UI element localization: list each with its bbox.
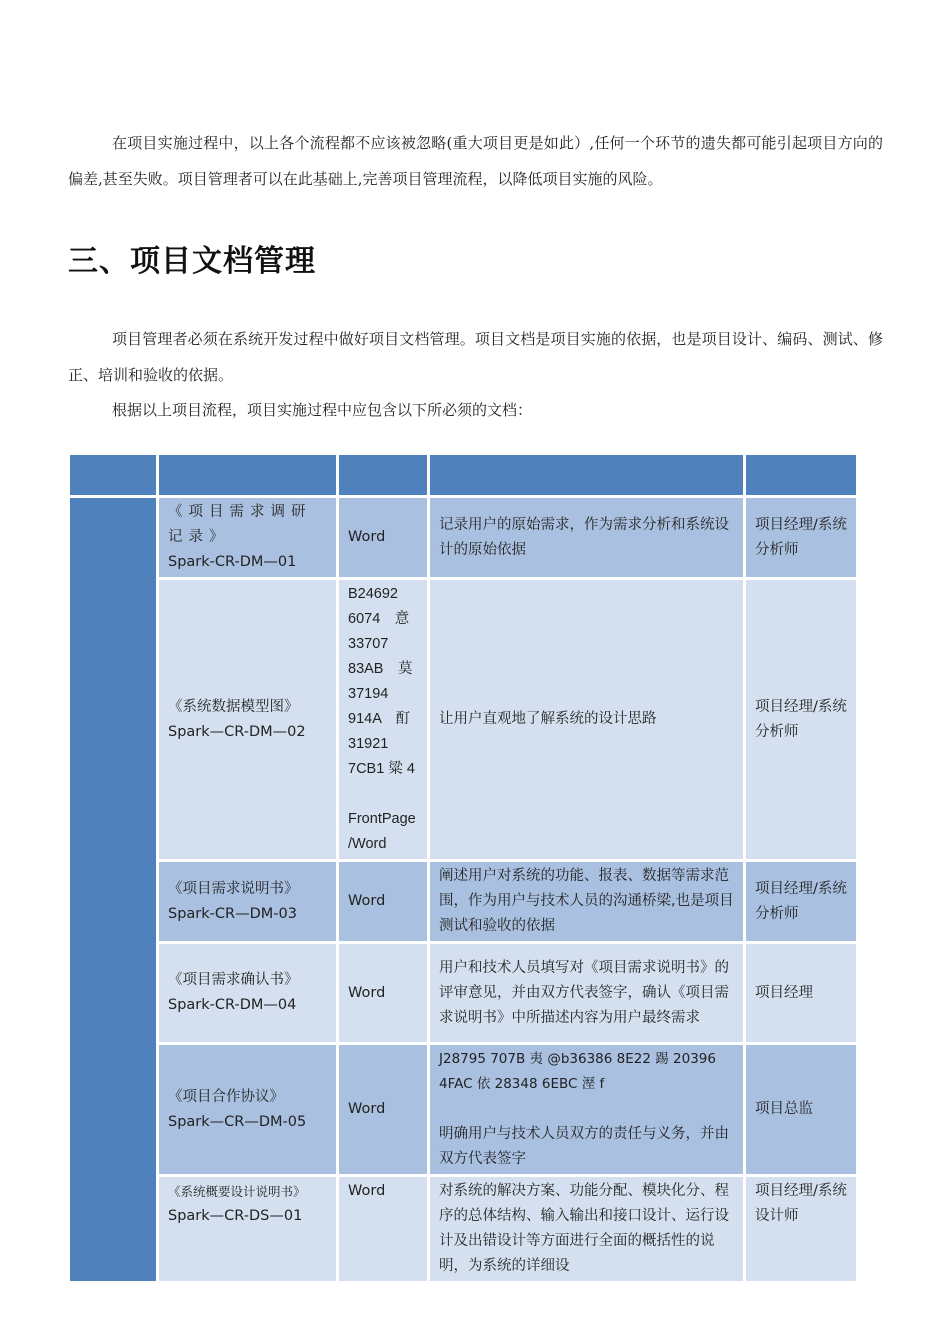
- doc-name: 《项目需求说明书》: [168, 880, 299, 897]
- doc-code: Spark—CR-DM—02: [168, 723, 306, 740]
- owner-cell: [746, 1177, 856, 1281]
- description-line: 对系统的解决方案、功能分配、模块化分、程序的总体结构、输入输出和接口设计、运行设计及出错设计等方面进行全面的概括性的说明，为系统的详细设: [439, 1183, 729, 1274]
- table-row: [70, 1045, 856, 1174]
- format-line: B24692: [348, 586, 398, 602]
- format-line: 914A 酊: [348, 711, 411, 727]
- format-line: FrontPage: [348, 811, 416, 827]
- format-cell: [339, 862, 427, 941]
- format-line: 31921: [348, 736, 389, 752]
- format-line: 83AB 莫: [348, 661, 413, 677]
- format-line: Word: [348, 1183, 386, 1199]
- header-cell: [746, 455, 856, 495]
- header-cell: [159, 455, 336, 495]
- doc-name: 《系统概要设计说明书》: [168, 1184, 306, 1199]
- format-cell: [339, 1045, 427, 1174]
- description-line: 阐述用户对系统的功能、报表、数据等需求范围，作为用户与技术人员的沟通桥梁,也是项目测试和验收的依据: [439, 868, 734, 934]
- section-heading: 三、项目文档管理: [68, 244, 316, 279]
- doc-name: 《项目需求确认书》: [168, 972, 299, 988]
- header-cell: [430, 455, 743, 495]
- format-line: Word: [348, 529, 386, 545]
- owner-cell: [746, 1045, 856, 1174]
- description-line: J28795 707B 夷 @b36386 8E22 踢 20396 4FAC 依 28348 6EBC 溼 f: [439, 1051, 716, 1092]
- table-row: [70, 580, 856, 859]
- format-line: [348, 782, 418, 807]
- doc-code: Spark—CR-DS—01: [168, 1208, 303, 1224]
- description-cell: [430, 862, 743, 941]
- owner: 项目经理/系统分析师: [755, 880, 847, 922]
- doc-code: Spark-CR-DM—04: [168, 997, 297, 1013]
- table-row: [70, 498, 856, 577]
- format-cell: [339, 580, 427, 859]
- format-line: /Word: [348, 836, 387, 852]
- doc-name-cell: [159, 1177, 336, 1281]
- owner-cell: [746, 862, 856, 941]
- description-cell: [430, 1177, 743, 1281]
- section-paragraph-2: 根据以上项目流程，项目实施过程中应包含以下所必须的文档：: [112, 401, 533, 419]
- header-cell: [339, 455, 427, 495]
- owner: 项目经理/系统分析师: [755, 516, 847, 558]
- doc-name: 《系统数据模型图》: [168, 698, 299, 715]
- description-line: 用户和技术人员填写对《项目需求说明书》的评审意见，并由双方代表签字，确认《项目需求说明书》中所描述内容为用户最终需求: [439, 959, 729, 1026]
- owner: 项目经理/系统设计师: [755, 1183, 847, 1224]
- owner-cell: [746, 580, 856, 859]
- owner-cell: [746, 944, 856, 1042]
- doc-code: Spark-CR-DM—01: [168, 554, 297, 570]
- phase-cell: [70, 498, 156, 1281]
- doc-code: Spark-CR—DM-03: [168, 905, 297, 922]
- description-line: 让用户直观地了解系统的设计思路: [439, 711, 657, 727]
- format-line: 6074 意: [348, 611, 410, 627]
- table-row: [70, 1177, 856, 1281]
- owner: 项目总监: [755, 1101, 813, 1117]
- doc-name: 《项目合作协议》: [168, 1088, 284, 1105]
- table-row: [70, 862, 856, 941]
- description-line: 明确用户与技术人员双方的责任与义务，并由双方代表签字: [439, 1126, 729, 1167]
- description-cell: [430, 1045, 743, 1174]
- description-line: 记录用户的原始需求，作为需求分析和系统设计的原始依据: [439, 516, 729, 558]
- description-cell: [430, 498, 743, 577]
- owner: 项目经理/系统分析师: [755, 698, 847, 740]
- description-line: [439, 1097, 734, 1122]
- intro-paragraph: 在项目实施过程中，以上各个流程都不应该被忽略(重大项目更是如此）,任何一个环节的遗失都可能引起项目方向的偏差,甚至失败。项目管理者可以在此基础上,完善项目管理流程，以降低项目实施的风险。: [68, 134, 883, 188]
- owner: 项目经理: [755, 984, 813, 1001]
- format-line: Word: [348, 984, 386, 1001]
- doc-name-cell: [159, 1045, 336, 1174]
- table-header-row: [70, 455, 856, 495]
- description-cell: [430, 580, 743, 859]
- owner-cell: [746, 498, 856, 577]
- description-cell: [430, 944, 743, 1042]
- doc-code: Spark—CR—DM-05: [168, 1113, 307, 1130]
- format-cell: [339, 498, 427, 577]
- table-row: [70, 944, 856, 1042]
- format-cell: [339, 944, 427, 1042]
- doc-name-cell: [159, 580, 336, 859]
- format-line: 7CB1 粱 4: [348, 761, 415, 777]
- format-line: 37194: [348, 686, 389, 702]
- doc-name-cell: [159, 944, 336, 1042]
- format-line: Word: [348, 893, 386, 909]
- doc-name-cell: [159, 862, 336, 941]
- header-cell: [70, 455, 156, 495]
- doc-name-cell: [159, 498, 336, 577]
- format-line: 33707: [348, 636, 389, 652]
- section-paragraph: 项目管理者必须在系统开发过程中做好项目文档管理。项目文档是项目实施的依据，也是项目设计、编码、测试、修正、培训和验收的依据。: [68, 330, 883, 384]
- doc-name: 《项目需求调研记录》: [168, 504, 312, 545]
- format-cell: [339, 1177, 427, 1281]
- document-table: [67, 452, 859, 1284]
- format-line: Word: [348, 1101, 386, 1117]
